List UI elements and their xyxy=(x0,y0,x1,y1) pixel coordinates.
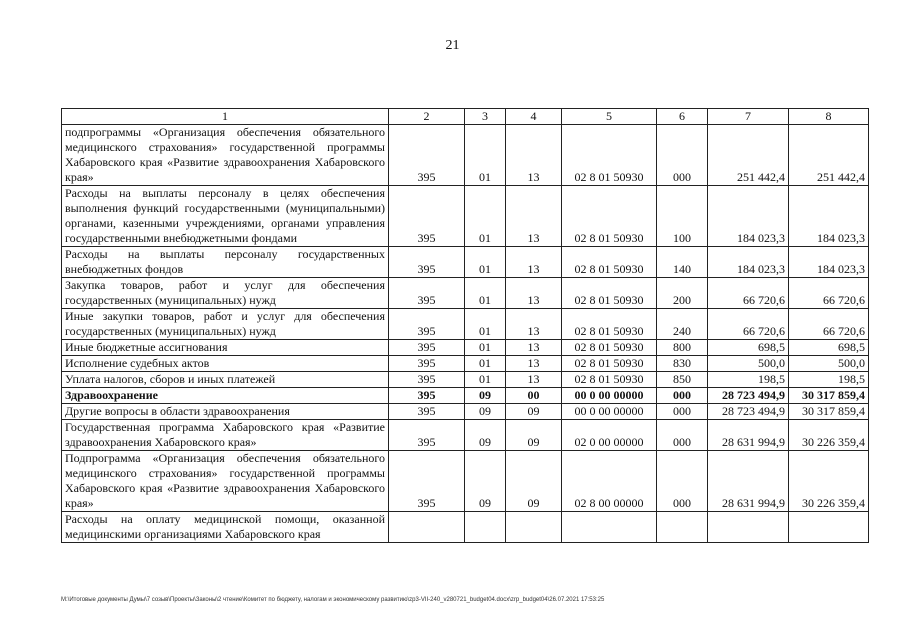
row-name-cell: Иные бюджетные ассигнования xyxy=(62,340,389,356)
row-subsection-cell: 13 xyxy=(506,372,562,388)
row-grbs-cell: 395 xyxy=(389,404,465,420)
row-target-article-cell: 02 8 01 50930 xyxy=(562,372,657,388)
budget-table xyxy=(61,108,869,543)
row-expense-type-cell: 800 xyxy=(657,340,708,356)
header-cell: 3 xyxy=(465,109,506,125)
row-section-cell xyxy=(465,512,506,543)
row-target-article-cell xyxy=(562,512,657,543)
row-section-cell: 01 xyxy=(465,247,506,278)
table-row xyxy=(62,372,869,388)
row-amount-1-cell: 184 023,3 xyxy=(708,247,789,278)
row-amount-1-cell: 28 631 994,9 xyxy=(708,451,789,512)
row-target-article-cell: 00 0 00 00000 xyxy=(562,388,657,404)
row-target-article-cell: 02 8 01 50930 xyxy=(562,356,657,372)
row-amount-1-cell xyxy=(708,512,789,543)
header-cell: 6 xyxy=(657,109,708,125)
file-path-footer: M:\Итоговые документы Думы\7 созыв\Проекты\Законы\2 чтение\Комитет по бюджету, налогам и экономическому развитию\zp3-VII-240_v280721_budget04.docx\zrp_budget04\26.07.2021 17:53:25 xyxy=(61,597,605,603)
row-subsection-cell: 13 xyxy=(506,340,562,356)
row-target-article-cell: 02 8 01 50930 xyxy=(562,309,657,340)
row-grbs-cell: 395 xyxy=(389,388,465,404)
row-expense-type-cell: 830 xyxy=(657,356,708,372)
row-target-article-cell: 02 8 00 00000 xyxy=(562,451,657,512)
row-amount-1-cell: 28 723 494,9 xyxy=(708,404,789,420)
row-grbs-cell: 395 xyxy=(389,186,465,247)
table-row xyxy=(62,247,869,278)
row-name-cell: Исполнение судебных актов xyxy=(62,356,389,372)
row-amount-1-cell: 184 023,3 xyxy=(708,186,789,247)
row-expense-type-cell: 000 xyxy=(657,451,708,512)
row-target-article-cell: 00 0 00 00000 xyxy=(562,404,657,420)
row-amount-2-cell: 198,5 xyxy=(789,372,869,388)
header-cell: 1 xyxy=(62,109,389,125)
row-target-article-cell: 02 8 01 50930 xyxy=(562,247,657,278)
row-amount-2-cell: 66 720,6 xyxy=(789,309,869,340)
row-grbs-cell: 395 xyxy=(389,356,465,372)
row-amount-1-cell: 66 720,6 xyxy=(708,278,789,309)
row-name-cell: Расходы на оплату медицинской помощи, оказанной медицинскими организациями Хабаровского края xyxy=(62,512,389,543)
row-subsection-cell: 13 xyxy=(506,278,562,309)
row-expense-type-cell: 850 xyxy=(657,372,708,388)
row-grbs-cell: 395 xyxy=(389,372,465,388)
row-subsection-cell: 09 xyxy=(506,404,562,420)
row-target-article-cell: 02 8 01 50930 xyxy=(562,186,657,247)
header-row xyxy=(62,109,869,125)
table-row xyxy=(62,404,869,420)
table-row xyxy=(62,420,869,451)
row-grbs-cell: 395 xyxy=(389,125,465,186)
header-cell: 8 xyxy=(789,109,869,125)
row-target-article-cell: 02 8 01 50930 xyxy=(562,340,657,356)
row-name-cell: Другие вопросы в области здравоохранения xyxy=(62,404,389,420)
row-subsection-cell: 13 xyxy=(506,356,562,372)
row-grbs-cell: 395 xyxy=(389,278,465,309)
row-name-cell: подпрограммы «Организация обеспечения обязательного медицинского страхования» государственной программы Хабаровского края «Развитие здравоохранения Хабаровского края» xyxy=(62,125,389,186)
table-row xyxy=(62,309,869,340)
row-grbs-cell xyxy=(389,512,465,543)
row-section-cell: 09 xyxy=(465,404,506,420)
row-amount-2-cell: 184 023,3 xyxy=(789,186,869,247)
row-subsection-cell xyxy=(506,512,562,543)
row-grbs-cell: 395 xyxy=(389,420,465,451)
row-expense-type-cell: 000 xyxy=(657,404,708,420)
row-section-cell: 01 xyxy=(465,372,506,388)
row-subsection-cell: 09 xyxy=(506,451,562,512)
row-expense-type-cell: 240 xyxy=(657,309,708,340)
row-amount-1-cell: 66 720,6 xyxy=(708,309,789,340)
header-cell: 7 xyxy=(708,109,789,125)
row-expense-type-cell: 000 xyxy=(657,420,708,451)
row-expense-type-cell: 200 xyxy=(657,278,708,309)
row-subsection-cell: 13 xyxy=(506,247,562,278)
row-grbs-cell: 395 xyxy=(389,340,465,356)
row-subsection-cell: 13 xyxy=(506,309,562,340)
header-cell: 4 xyxy=(506,109,562,125)
row-grbs-cell: 395 xyxy=(389,451,465,512)
table-row xyxy=(62,512,869,543)
row-amount-2-cell: 30 226 359,4 xyxy=(789,451,869,512)
row-subsection-cell: 09 xyxy=(506,420,562,451)
row-amount-2-cell: 500,0 xyxy=(789,356,869,372)
row-section-cell: 01 xyxy=(465,125,506,186)
row-section-cell: 01 xyxy=(465,186,506,247)
row-name-cell: Расходы на выплаты персоналу государственных внебюджетных фондов xyxy=(62,247,389,278)
row-section-cell: 01 xyxy=(465,356,506,372)
table-row xyxy=(62,451,869,512)
row-grbs-cell: 395 xyxy=(389,309,465,340)
page-number: 21 xyxy=(445,38,460,53)
row-amount-2-cell: 251 442,4 xyxy=(789,125,869,186)
row-amount-2-cell: 698,5 xyxy=(789,340,869,356)
row-name-cell: Подпрограмма «Организация обеспечения обязательного медицинского страхования» государственной программы Хабаровского края «Развитие здравоохранения Хабаровского края» xyxy=(62,451,389,512)
row-section-cell: 09 xyxy=(465,420,506,451)
row-amount-1-cell: 28 631 994,9 xyxy=(708,420,789,451)
row-name-cell: Закупка товаров, работ и услуг для обеспечения государственных (муниципальных) нужд xyxy=(62,278,389,309)
table-row xyxy=(62,186,869,247)
row-amount-1-cell: 698,5 xyxy=(708,340,789,356)
row-subsection-cell: 00 xyxy=(506,388,562,404)
row-amount-2-cell: 66 720,6 xyxy=(789,278,869,309)
row-amount-1-cell: 28 723 494,9 xyxy=(708,388,789,404)
row-subsection-cell: 13 xyxy=(506,125,562,186)
row-section-cell: 01 xyxy=(465,340,506,356)
row-section-cell: 09 xyxy=(465,451,506,512)
row-expense-type-cell: 000 xyxy=(657,125,708,186)
table-row xyxy=(62,278,869,309)
row-subsection-cell: 13 xyxy=(506,186,562,247)
table-row xyxy=(62,125,869,186)
table-row xyxy=(62,388,869,404)
row-amount-2-cell xyxy=(789,512,869,543)
row-section-cell: 01 xyxy=(465,309,506,340)
row-amount-1-cell: 198,5 xyxy=(708,372,789,388)
row-name-cell: Иные закупки товаров, работ и услуг для обеспечения государственных (муниципальных) нужд xyxy=(62,309,389,340)
row-section-cell: 01 xyxy=(465,278,506,309)
row-target-article-cell: 02 8 01 50930 xyxy=(562,278,657,309)
table-row xyxy=(62,340,869,356)
row-grbs-cell: 395 xyxy=(389,247,465,278)
row-expense-type-cell xyxy=(657,512,708,543)
row-target-article-cell: 02 8 01 50930 xyxy=(562,125,657,186)
row-amount-2-cell: 30 317 859,4 xyxy=(789,388,869,404)
row-target-article-cell: 02 0 00 00000 xyxy=(562,420,657,451)
row-amount-1-cell: 251 442,4 xyxy=(708,125,789,186)
table-row xyxy=(62,356,869,372)
row-name-cell: Государственная программа Хабаровского края «Развитие здравоохранения Хабаровского края» xyxy=(62,420,389,451)
header-cell: 5 xyxy=(562,109,657,125)
row-name-cell: Уплата налогов, сборов и иных платежей xyxy=(62,372,389,388)
row-amount-2-cell: 30 317 859,4 xyxy=(789,404,869,420)
row-expense-type-cell: 000 xyxy=(657,388,708,404)
row-name-cell: Расходы на выплаты персоналу в целях обеспечения выполнения функций государственными (муниципальными) органами, казенными учреждениями, органами управления государственными внебюджетными фондами xyxy=(62,186,389,247)
row-expense-type-cell: 100 xyxy=(657,186,708,247)
header-cell: 2 xyxy=(389,109,465,125)
row-amount-2-cell: 184 023,3 xyxy=(789,247,869,278)
row-section-cell: 09 xyxy=(465,388,506,404)
row-amount-2-cell: 30 226 359,4 xyxy=(789,420,869,451)
row-amount-1-cell: 500,0 xyxy=(708,356,789,372)
row-expense-type-cell: 140 xyxy=(657,247,708,278)
row-name-cell: Здравоохранение xyxy=(62,388,389,404)
